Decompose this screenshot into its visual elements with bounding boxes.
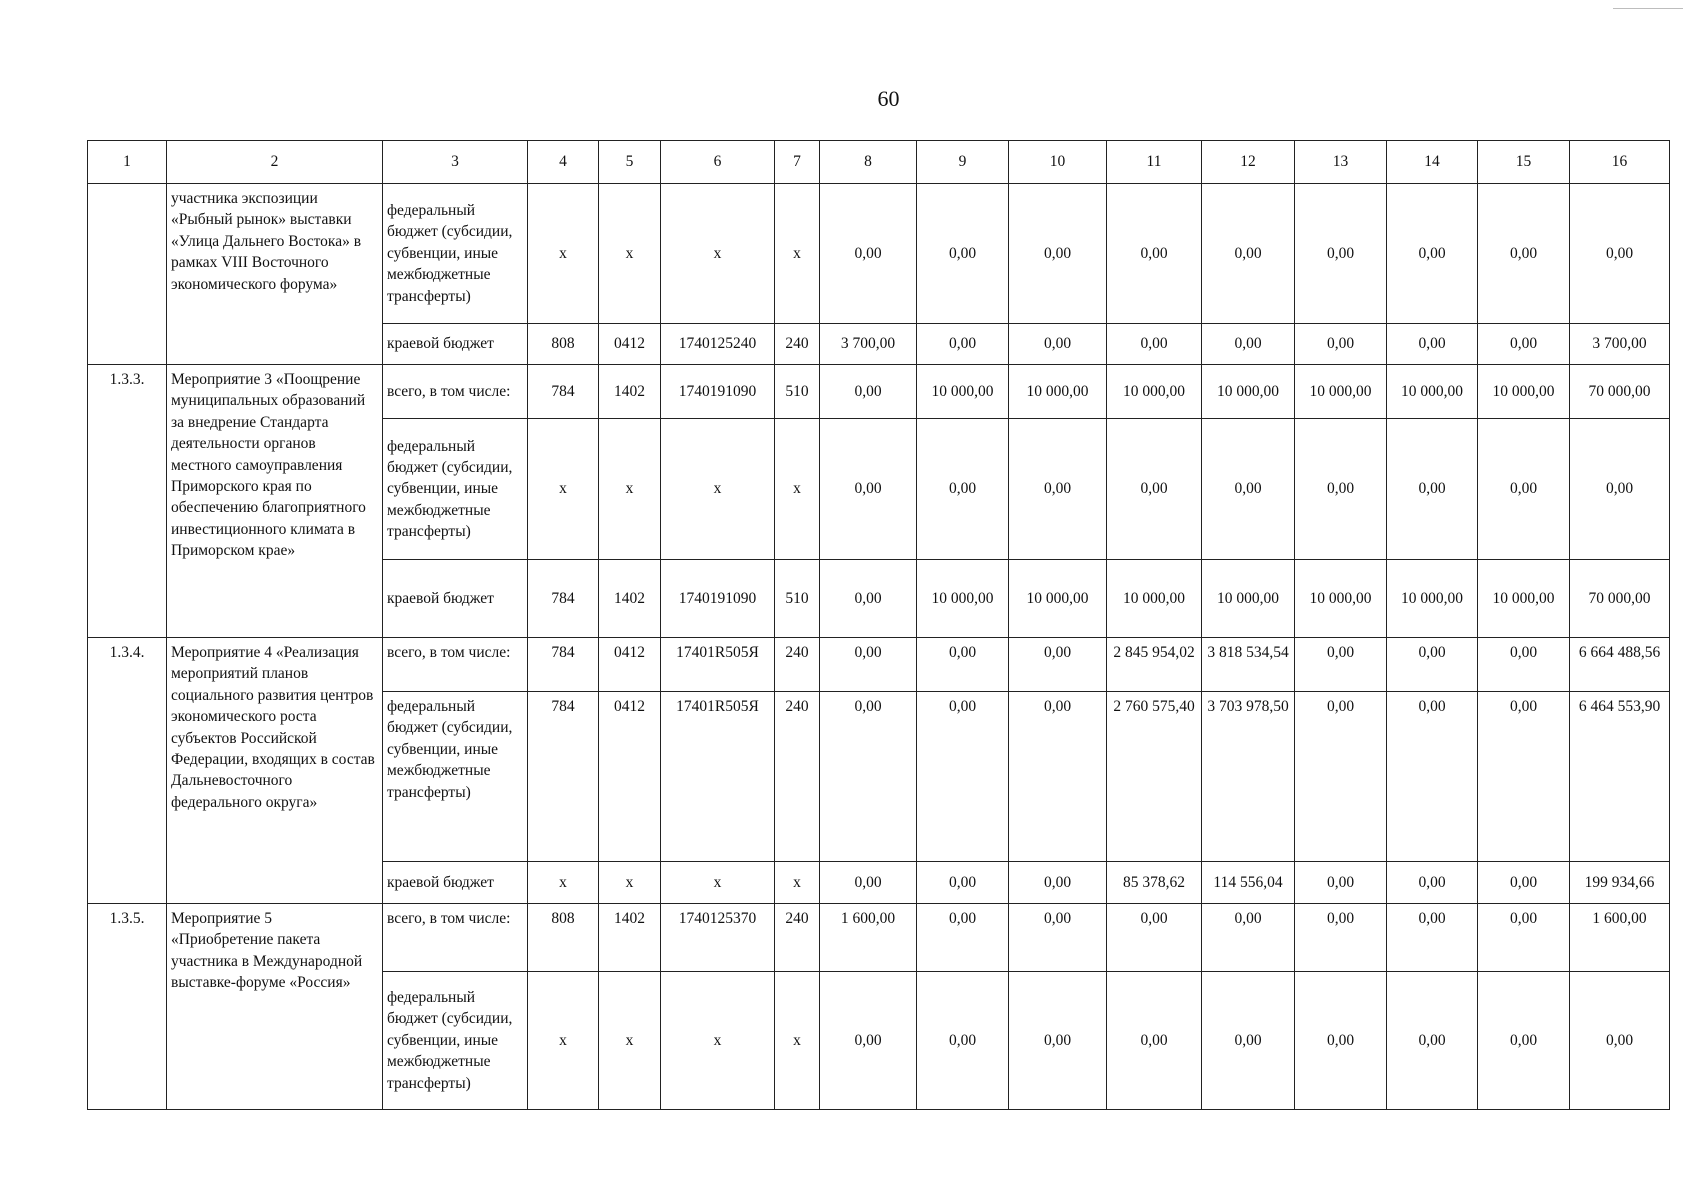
value-cell: 0,00 (1295, 419, 1387, 560)
value-cell: 0,00 (1107, 184, 1202, 324)
value-cell: 0,00 (1009, 972, 1107, 1110)
table-row (88, 365, 1670, 419)
value-cell: 0,00 (1387, 972, 1478, 1110)
value-cell: 0,00 (1387, 419, 1478, 560)
value-cell: х (528, 184, 599, 324)
value-cell: 10 000,00 (1387, 365, 1478, 419)
value-cell: 0,00 (820, 184, 917, 324)
value-cell: 3 703 978,50 (1202, 692, 1295, 862)
value-cell: х (528, 972, 599, 1110)
item-code-cell: 1.3.3. (88, 365, 167, 638)
value-cell: 784 (528, 692, 599, 862)
value-cell: 0,00 (1570, 184, 1670, 324)
value-cell: х (599, 184, 661, 324)
value-cell: 10 000,00 (917, 365, 1009, 419)
value-cell: 0,00 (1107, 324, 1202, 365)
value-cell: 0,00 (820, 972, 917, 1110)
value-cell: 1402 (599, 365, 661, 419)
value-cell: х (775, 972, 820, 1110)
item-code-cell: 1.3.4. (88, 638, 167, 904)
value-cell: 0,00 (1202, 324, 1295, 365)
value-cell: 3 700,00 (820, 324, 917, 365)
value-cell: 0,00 (820, 692, 917, 862)
value-cell: 0,00 (1295, 638, 1387, 692)
item-name-cell: Мероприятие 5 «Приобретение пакета участника в Международной выставке-форуме «Россия» (167, 904, 383, 1110)
header-cell: 1 (88, 141, 167, 184)
value-cell: 70 000,00 (1570, 365, 1670, 419)
value-cell: 0,00 (1478, 419, 1570, 560)
header-cell: 10 (1009, 141, 1107, 184)
value-cell: 0,00 (1570, 419, 1670, 560)
value-cell: 199 934,66 (1570, 862, 1670, 904)
value-cell: 0,00 (1570, 972, 1670, 1110)
value-cell: 6 464 553,90 (1570, 692, 1670, 862)
value-cell: 0,00 (917, 638, 1009, 692)
item-name-cell: Мероприятие 4 «Реализация мероприятий планов социального развития центров экономического роста субъектов Российской Федерации, входящих в состав Дальневосточного федерального округа» (167, 638, 383, 904)
value-cell: 85 378,62 (1107, 862, 1202, 904)
value-cell: 0412 (599, 638, 661, 692)
value-cell: 808 (528, 324, 599, 365)
item-code-cell (88, 184, 167, 365)
header-cell: 6 (661, 141, 775, 184)
value-cell: 10 000,00 (1009, 365, 1107, 419)
funding-source-cell: федеральный бюджет (субсидии, субвенции, иные межбюджетные трансферты) (383, 972, 528, 1110)
value-cell: 808 (528, 904, 599, 972)
value-cell: 0,00 (1478, 904, 1570, 972)
value-cell: 0,00 (917, 692, 1009, 862)
header-cell: 14 (1387, 141, 1478, 184)
value-cell: 0,00 (1009, 638, 1107, 692)
value-cell: 10 000,00 (917, 560, 1009, 638)
value-cell: 0412 (599, 692, 661, 862)
value-cell: 0,00 (917, 904, 1009, 972)
value-cell: 0,00 (1387, 862, 1478, 904)
value-cell: х (528, 419, 599, 560)
header-cell: 5 (599, 141, 661, 184)
header-cell: 15 (1478, 141, 1570, 184)
value-cell: х (599, 419, 661, 560)
value-cell: 3 700,00 (1570, 324, 1670, 365)
value-cell: 0,00 (1478, 972, 1570, 1110)
value-cell: 0,00 (1009, 419, 1107, 560)
value-cell: 1 600,00 (820, 904, 917, 972)
value-cell: х (661, 419, 775, 560)
value-cell: 0,00 (1009, 862, 1107, 904)
value-cell: 0,00 (1202, 184, 1295, 324)
item-name-cell: участника экспозиции «Рыбный рынок» выставки «Улица Дальнего Востока» в рамках VIII Восточного экономического форума» (167, 184, 383, 365)
header-cell: 3 (383, 141, 528, 184)
value-cell: 240 (775, 638, 820, 692)
header-cell: 4 (528, 141, 599, 184)
value-cell: 0,00 (1009, 692, 1107, 862)
value-cell: х (528, 862, 599, 904)
value-cell: 0,00 (1387, 184, 1478, 324)
value-cell: 0,00 (917, 324, 1009, 365)
funding-source-cell: федеральный бюджет (субсидии, субвенции, иные межбюджетные трансферты) (383, 419, 528, 560)
value-cell: 240 (775, 904, 820, 972)
value-cell: 0,00 (917, 184, 1009, 324)
value-cell: 0,00 (820, 365, 917, 419)
value-cell: 1740191090 (661, 560, 775, 638)
value-cell: х (661, 184, 775, 324)
value-cell: 114 556,04 (1202, 862, 1295, 904)
value-cell: 0,00 (1387, 904, 1478, 972)
value-cell: 0,00 (1387, 324, 1478, 365)
value-cell: 10 000,00 (1202, 560, 1295, 638)
value-cell: 1740125370 (661, 904, 775, 972)
value-cell: 1740191090 (661, 365, 775, 419)
value-cell: 784 (528, 560, 599, 638)
value-cell: 17401R505Я (661, 638, 775, 692)
table-row (88, 184, 1670, 324)
value-cell: 0,00 (1009, 184, 1107, 324)
value-cell: 10 000,00 (1295, 560, 1387, 638)
value-cell: 0,00 (820, 419, 917, 560)
value-cell: 10 000,00 (1009, 560, 1107, 638)
value-cell: 1402 (599, 904, 661, 972)
value-cell: 0,00 (1295, 324, 1387, 365)
value-cell: 2 845 954,02 (1107, 638, 1202, 692)
value-cell: 3 818 534,54 (1202, 638, 1295, 692)
table-row (88, 904, 1670, 972)
value-cell: 1740125240 (661, 324, 775, 365)
value-cell: 0,00 (1478, 184, 1570, 324)
header-cell: 11 (1107, 141, 1202, 184)
header-cell: 16 (1570, 141, 1670, 184)
value-cell: х (599, 972, 661, 1110)
value-cell: х (599, 862, 661, 904)
value-cell: 0,00 (1009, 904, 1107, 972)
header-cell: 12 (1202, 141, 1295, 184)
header-cell: 7 (775, 141, 820, 184)
value-cell: 10 000,00 (1478, 560, 1570, 638)
funding-source-cell: всего, в том числе: (383, 365, 528, 419)
value-cell: 6 664 488,56 (1570, 638, 1670, 692)
funding-source-cell: краевой бюджет (383, 862, 528, 904)
item-name-cell: Мероприятие 3 «Поощрение муниципальных образований за внедрение Стандарта деятельности органов местного самоуправления Приморского края по обеспечению благоприятного инвестиционного климата в Приморском крае» (167, 365, 383, 638)
header-row (88, 141, 1670, 184)
value-cell: х (775, 184, 820, 324)
funding-source-cell: всего, в том числе: (383, 638, 528, 692)
value-cell: 0412 (599, 324, 661, 365)
value-cell: 2 760 575,40 (1107, 692, 1202, 862)
value-cell: 10 000,00 (1107, 560, 1202, 638)
value-cell: 784 (528, 638, 599, 692)
value-cell: х (661, 972, 775, 1110)
value-cell: 0,00 (1295, 692, 1387, 862)
funding-source-cell: федеральный бюджет (субсидии, субвенции, иные межбюджетные трансферты) (383, 692, 528, 862)
value-cell: 1402 (599, 560, 661, 638)
value-cell: 0,00 (1107, 972, 1202, 1110)
value-cell: 70 000,00 (1570, 560, 1670, 638)
value-cell: 10 000,00 (1295, 365, 1387, 419)
page-number: 60 (877, 86, 900, 111)
value-cell: 0,00 (917, 972, 1009, 1110)
header-cell: 8 (820, 141, 917, 184)
value-cell: 0,00 (1478, 692, 1570, 862)
budget-table (87, 140, 1670, 1110)
funding-source-cell: краевой бюджет (383, 324, 528, 365)
item-code-cell: 1.3.5. (88, 904, 167, 1110)
value-cell: 0,00 (820, 638, 917, 692)
value-cell: 0,00 (1387, 692, 1478, 862)
value-cell: 1 600,00 (1570, 904, 1670, 972)
value-cell: 0,00 (1478, 638, 1570, 692)
value-cell: 0,00 (1478, 862, 1570, 904)
value-cell: 0,00 (1387, 638, 1478, 692)
value-cell: 0,00 (1295, 184, 1387, 324)
funding-source-cell: краевой бюджет (383, 560, 528, 638)
value-cell: 0,00 (1107, 419, 1202, 560)
header-cell: 13 (1295, 141, 1387, 184)
value-cell: 784 (528, 365, 599, 419)
value-cell: 0,00 (820, 862, 917, 904)
value-cell: 510 (775, 560, 820, 638)
value-cell: 0,00 (820, 560, 917, 638)
value-cell: х (775, 862, 820, 904)
value-cell: 0,00 (1295, 904, 1387, 972)
header-cell: 2 (167, 141, 383, 184)
table-body (88, 184, 1670, 1110)
corner-scan-mark (1613, 8, 1683, 11)
value-cell: х (661, 862, 775, 904)
value-cell: 10 000,00 (1387, 560, 1478, 638)
value-cell: 0,00 (917, 862, 1009, 904)
table-row (88, 638, 1670, 692)
value-cell: х (775, 419, 820, 560)
value-cell: 10 000,00 (1478, 365, 1570, 419)
value-cell: 17401R505Я (661, 692, 775, 862)
value-cell: 240 (775, 692, 820, 862)
value-cell: 0,00 (1202, 972, 1295, 1110)
value-cell: 0,00 (917, 419, 1009, 560)
header-cell: 9 (917, 141, 1009, 184)
value-cell: 0,00 (1295, 972, 1387, 1110)
value-cell: 0,00 (1295, 862, 1387, 904)
value-cell: 510 (775, 365, 820, 419)
value-cell: 0,00 (1202, 419, 1295, 560)
value-cell: 240 (775, 324, 820, 365)
value-cell: 10 000,00 (1107, 365, 1202, 419)
value-cell: 0,00 (1107, 904, 1202, 972)
value-cell: 0,00 (1009, 324, 1107, 365)
value-cell: 0,00 (1478, 324, 1570, 365)
value-cell: 0,00 (1202, 904, 1295, 972)
funding-source-cell: всего, в том числе: (383, 904, 528, 972)
funding-source-cell: федеральный бюджет (субсидии, субвенции, иные межбюджетные трансферты) (383, 184, 528, 324)
value-cell: 10 000,00 (1202, 365, 1295, 419)
